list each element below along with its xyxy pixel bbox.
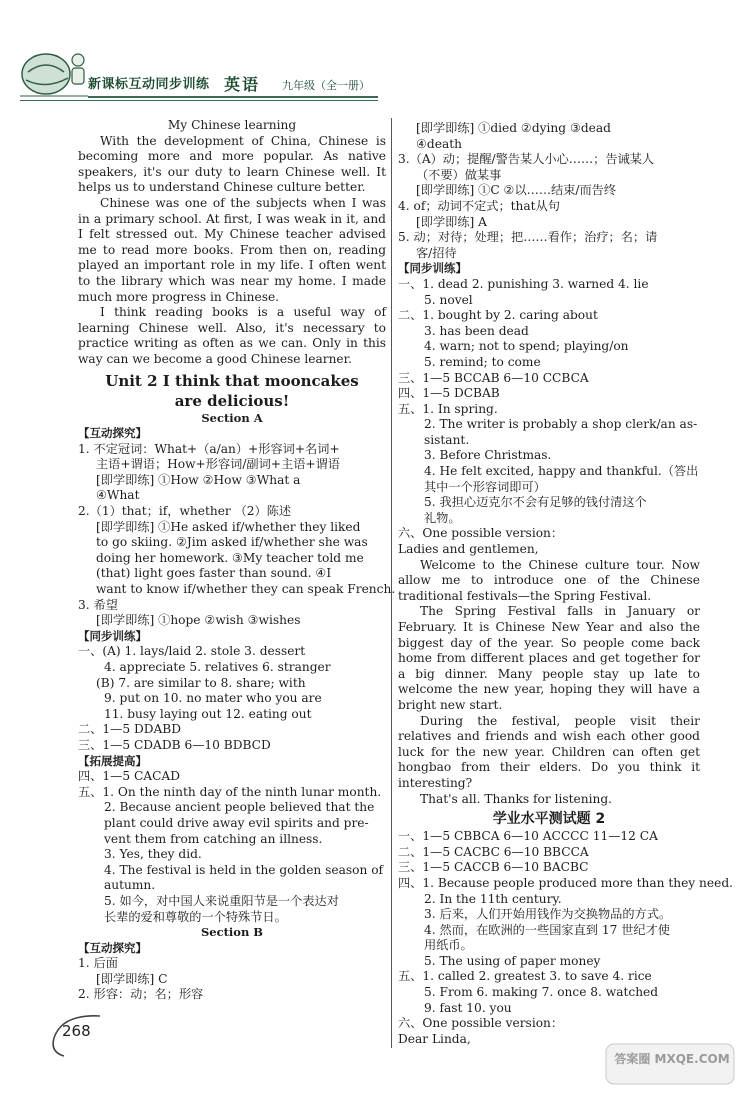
answer-line: 1. 后面 xyxy=(78,956,118,971)
answer-line: 5. The using of paper money xyxy=(424,953,601,968)
answer-line: 5. 如今，对中国人来说重阳节是一个表达对 xyxy=(104,893,339,908)
series-title: 新课标互动同步训练 xyxy=(88,77,210,92)
answer-line: 2.（1）that；if，whether （2）陈述 xyxy=(78,504,292,519)
answer-line: 客/招待 xyxy=(416,245,457,260)
answer-line: 长辈的爱和尊敬的一个特殊节日。 xyxy=(104,909,287,924)
section-heading: Section B xyxy=(200,925,264,940)
answer-line: 2. The writer is probably a shop clerk/an as- xyxy=(424,417,698,432)
answer-line: 用纸币。 xyxy=(424,938,473,953)
page-number: 268 xyxy=(62,1022,91,1040)
answer-line: 4. 然而，在欧洲的一些国家直到 17 世纪才使 xyxy=(424,922,670,937)
answer-line: vent them from catching an illness. xyxy=(104,831,323,846)
exercise-tag: 【同步训练】 xyxy=(78,628,147,643)
answer-line: 5. 动；对待；处理；把……看作；治疗；名；请 xyxy=(398,230,658,245)
answer-line: 1. 不定冠词：What+（a/an）+形容词+名词+ xyxy=(78,441,340,456)
answer-line: 一、1. dead 2. punishing 3. warned 4. lie xyxy=(398,276,649,291)
answer-line: [即学即练] ①How ②How ③What a xyxy=(96,472,301,487)
answer-line: [即学即练] A xyxy=(416,214,487,229)
speech-paragraph: During the festival, people visit their relatives and friends and wish each other good luck for the new year. Children can often get hongbao from their elders. Do you think it interesting? xyxy=(398,713,700,790)
answer-line: plant could drive away evil spirits and pre- xyxy=(104,815,369,830)
answer-line: 四、1. Because people produced more than they need. xyxy=(398,875,734,890)
answer-line: [即学即练] ①died ②dying ③dead xyxy=(416,121,611,135)
exercise-tag: 【互动探究】 xyxy=(78,940,147,955)
subject-title: 英语 xyxy=(224,75,261,94)
answer-line: (that) light goes faster than sound. ④I xyxy=(96,566,332,581)
speech-paragraph: That's all. Thanks for listening. xyxy=(420,791,613,806)
answer-line: 3. has been dead xyxy=(424,323,529,338)
answer-line: Ladies and gentlemen, xyxy=(398,542,539,557)
speech-paragraph: The Spring Festival falls in January or February. It is Chinese New Year and also the biggest day of the year. So people come back home from different places and get together for a big dinner. Many people stay up late to welcome the new year, hoping they will have a bright new start. xyxy=(398,604,700,712)
section-heading: Section A xyxy=(201,410,263,425)
answer-line: 3. 希望 xyxy=(78,597,118,612)
answer-line: 3. Yes, they did. xyxy=(104,847,202,862)
answer-line: 礼物。 xyxy=(424,510,461,525)
answer-line: 3. Before Christmas. xyxy=(424,448,552,463)
answer-line: 2. Because ancient people believed that the xyxy=(104,800,375,815)
essay-title: My Chinese learning xyxy=(167,118,297,132)
answer-line: 3.（A）动；提醒/警告某人小心……；告诫某人 xyxy=(398,152,655,167)
page-header xyxy=(0,0,750,110)
answer-line: 4. warn; not to spend; playing/on xyxy=(424,339,629,354)
answer-line: 主语+谓语；How+形容词/副词+主语+谓语 xyxy=(96,457,340,472)
answer-line: to go skiing. ②Jim asked if/whether she was xyxy=(96,535,368,550)
grade-label: 九年级（全一册） xyxy=(282,79,370,92)
answer-line: 3. 后来，人们开始用钱作为交换物品的方式。 xyxy=(424,907,672,922)
watermark-logo xyxy=(600,1040,740,1104)
answer-line: 三、1—5 BCCAB 6—10 CCBCA xyxy=(398,370,589,385)
answer-line: 9. put on 10. no mater who you are xyxy=(104,691,322,706)
answer-line: 5. 我担心迈克尔不会有足够的钱付清这个 xyxy=(424,495,647,510)
answer-line: 二、1—5 DDABD xyxy=(78,722,182,737)
answer-line: 5. From 6. making 7. once 8. watched xyxy=(424,985,659,1000)
speech-paragraph: Welcome to the Chinese culture tour. Now allow me to introduce one of the Chinese traditional festivals—the Spring Festival. xyxy=(398,557,700,603)
essay-paragraph: Chinese was one of the subjects when I was in a primary school. At first, I was weak in it, and I felt stressed out. My Chinese teacher advised me to read more books. From then on, reading played an important role in my life. I often went to the library which was near my home. I made much more progress in Chinese. xyxy=(78,195,386,304)
answer-line: 一、(A) 1. lays/laid 2. stole 3. dessert xyxy=(78,644,306,659)
answer-line: [即学即练] ①hope ②wish ③wishes xyxy=(96,613,301,628)
answer-line: autumn. xyxy=(104,878,156,893)
answer-line: 三、1—5 CDADB 6—10 BDBCD xyxy=(78,737,271,752)
answer-line: 六、One possible version： xyxy=(398,1016,564,1031)
exercise-tag: 【同步训练】 xyxy=(398,261,467,276)
unit-heading: Unit 2 I think that mooncakes xyxy=(105,371,359,390)
answer-line: [即学即练] ①C ②以……结束/而告终 xyxy=(416,183,617,198)
answer-line: 二、1—5 CACBC 6—10 BBCCA xyxy=(398,844,589,859)
answer-line: 其中一个形容词即可） xyxy=(424,479,546,494)
test-heading: 学业水平测试题 2 xyxy=(492,811,606,828)
answer-line: 5. remind; to come xyxy=(424,354,541,369)
answer-line: 三、1—5 CACCB 6—10 BACBC xyxy=(398,860,589,875)
answer-line: 2. 形容：动；名；形容 xyxy=(78,987,204,1002)
answer-line: 五、1. On the ninth day of the ninth lunar month. xyxy=(78,784,382,799)
watermark-icon xyxy=(600,1040,740,1104)
essay-paragraph: I think reading books is a useful way of learning Chinese well. Also, it's necessary to practice writing as often as we can. Only in this way can we become a good Chinese learner. xyxy=(78,305,386,366)
right-column xyxy=(398,121,734,1047)
answer-line: 9. fast 10. you xyxy=(424,1000,512,1015)
unit-heading-line2: are delicious! xyxy=(174,391,290,410)
answer-line: 4. appreciate 5. relatives 6. stranger xyxy=(104,660,331,674)
header-rule xyxy=(88,96,378,98)
answer-line: want to know if/whether they can speak French. xyxy=(96,582,396,597)
essay-paragraph: With the development of China, Chinese is becoming more and more popular. As native speakers, it's our duty to learn Chinese well. It helps us to understand Chinese culture better. xyxy=(78,133,386,195)
answer-line: 5. novel xyxy=(424,292,473,307)
answer-line: ④death xyxy=(416,136,462,151)
answer-line: (B) 7. are similar to 8. share; with xyxy=(96,675,306,690)
answer-line: 五、1. called 2. greatest 3. to save 4. rice xyxy=(398,969,652,984)
answer-line: 一、1—5 CBBCA 6—10 ACCCC 11—12 CA xyxy=(398,829,658,844)
answer-line: 4. of；动词不定式；that从句 xyxy=(398,198,560,213)
answer-line: ④What xyxy=(96,488,140,503)
answer-line: sistant. xyxy=(424,432,470,447)
answer-line: [即学即练] C xyxy=(96,971,168,986)
answer-line: 五、1. In spring. xyxy=(398,401,498,416)
answer-line: 2. In the 11th century. xyxy=(424,891,562,906)
answer-line: 11. busy laying out 12. eating out xyxy=(104,706,312,721)
answer-line: 六、One possible version： xyxy=(398,526,564,541)
left-column xyxy=(78,118,396,1003)
answer-line: 四、1—5 CACAD xyxy=(78,769,180,784)
exercise-tag: 【互动探究】 xyxy=(78,426,147,441)
answer-line: Dear Linda, xyxy=(398,1031,471,1046)
watermark-text: 答案圈 MXQE.COM xyxy=(614,1052,730,1066)
answer-line: [即学即练] ①He asked if/whether they liked xyxy=(96,519,361,534)
answer-line: （不要）做某事 xyxy=(416,167,502,182)
series-logo-icon xyxy=(18,44,90,102)
answer-line: doing her homework. ③My teacher told me xyxy=(96,550,364,565)
answer-line: 二、1. bought by 2. caring about xyxy=(398,308,598,323)
answer-line: 四、1—5 DCBAB xyxy=(398,386,500,401)
answer-line: 4. He felt excited, happy and thankful.（答出 xyxy=(424,464,699,479)
answer-line: 4. The festival is held in the golden season of xyxy=(104,862,384,877)
exercise-tag: 【拓展提高】 xyxy=(78,753,147,768)
header-rule-lower xyxy=(20,100,378,101)
